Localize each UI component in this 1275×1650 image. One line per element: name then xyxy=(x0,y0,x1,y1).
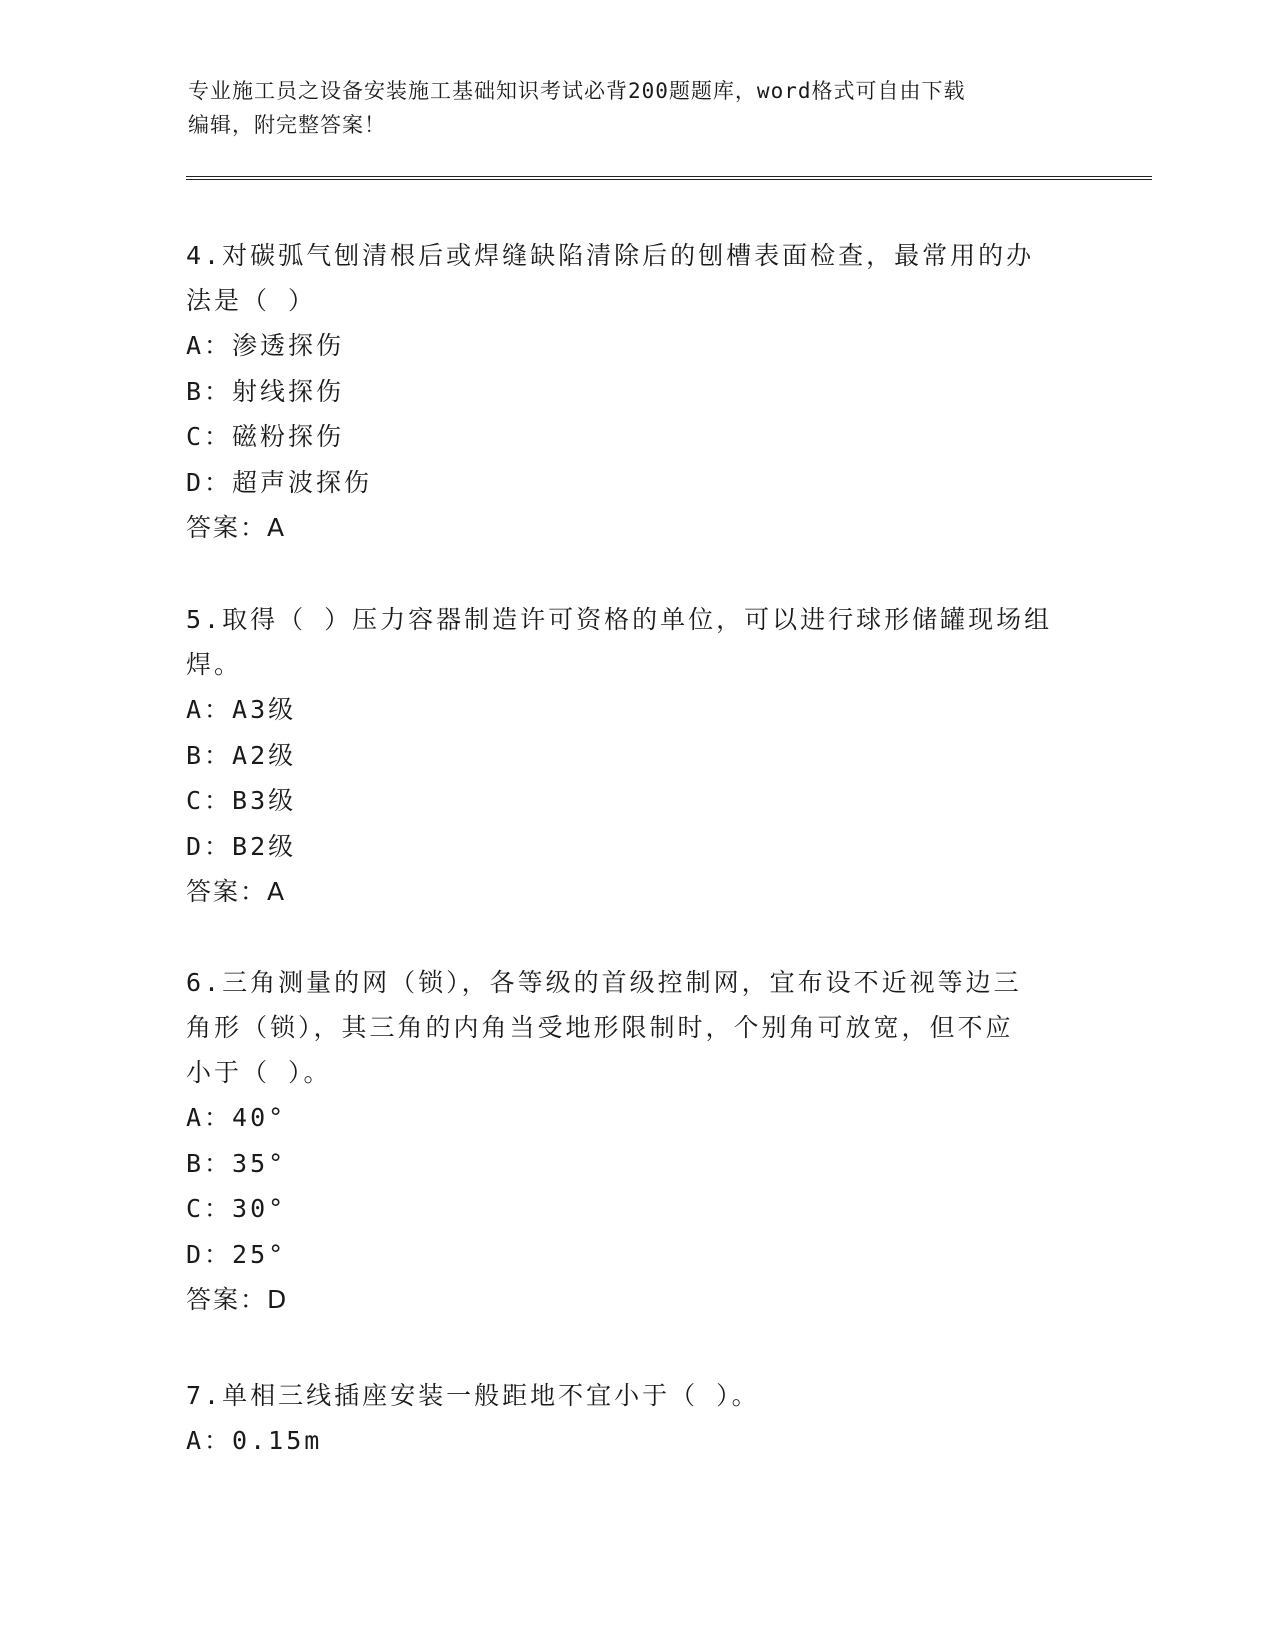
question-stem-line: 小于（ ）。 xyxy=(186,1058,332,1087)
option-c: C：30° xyxy=(186,1194,287,1223)
header-divider xyxy=(186,176,1152,180)
answer-line: 答案：D xyxy=(186,1285,289,1314)
question-stem-line: 角形（锁），其三角的内角当受地形限制时，个别角可放宽，但不应 xyxy=(186,1013,1014,1042)
option-b: B：射线探伤 xyxy=(186,376,345,406)
option-c: C：B3级 xyxy=(186,786,297,815)
option-b: B：A2级 xyxy=(186,740,297,770)
question-stem-line: 法是（ ） xyxy=(186,286,317,315)
question-stem-line: 7.单相三线插座安装一般距地不宜小于（ ）。 xyxy=(186,1381,760,1410)
question-stem-line: 6.三角测量的网（锁），各等级的首级控制网，宜布设不近视等边三 xyxy=(186,968,1022,997)
option-a: A：0.15m xyxy=(186,1426,323,1455)
option-a: A：渗透探伤 xyxy=(186,331,345,360)
option-d: D：25° xyxy=(186,1239,287,1269)
answer-line: 答案：A xyxy=(186,877,287,906)
question-6 xyxy=(186,960,1086,1322)
question-stem-line: 4.对碳弧气刨清根后或焊缝缺陷清除后的刨槽表面检查，最常用的办 xyxy=(186,241,1035,270)
question-stem-line: 5.取得（ ）压力容器制造许可资格的单位，可以进行球形储罐现场组 xyxy=(186,605,1053,634)
answer-line: 答案：A xyxy=(186,513,287,542)
header-title-line-1: 专业施工员之设备安装施工基础知识考试必背200题题库，word格式可自由下载 xyxy=(188,79,966,103)
option-d: D：B2级 xyxy=(186,831,297,861)
question-5 xyxy=(186,597,1086,914)
header-title-line-2: 编辑，附完整答案！ xyxy=(188,113,386,137)
option-c: C：磁粉探伤 xyxy=(186,422,345,451)
document-header xyxy=(188,74,1068,142)
question-4 xyxy=(186,233,1086,550)
option-b: B：35° xyxy=(186,1148,287,1178)
option-a: A：A3级 xyxy=(186,695,297,724)
option-a: A：40° xyxy=(186,1103,287,1132)
option-d: D：超声波探伤 xyxy=(186,467,373,497)
question-stem-line: 焊。 xyxy=(186,650,243,679)
question-7 xyxy=(186,1373,1086,1464)
